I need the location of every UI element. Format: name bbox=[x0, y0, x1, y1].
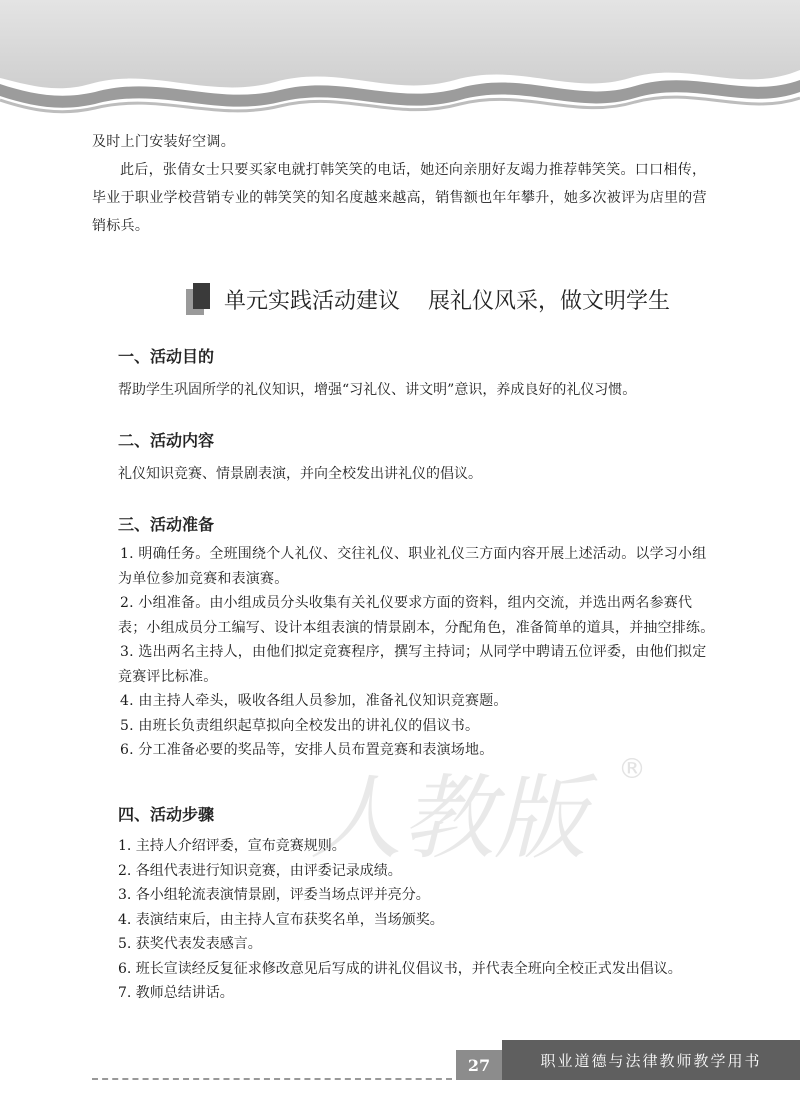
step-item: 7. 教师总结讲话。 bbox=[118, 985, 234, 1001]
watermark-registered: ® bbox=[618, 752, 646, 785]
page-number: 27 bbox=[456, 1050, 502, 1080]
heading-content: 二、活动内容 bbox=[118, 431, 215, 450]
step-item: 1. 主持人介绍评委，宣布竞赛规则。 bbox=[118, 838, 346, 854]
preparation-item: 3. 选出两名主持人，由他们拟定竞赛程序，撰写主持词；从同学中聘请五位评委，由他们拟定竞赛评比标准。 bbox=[118, 644, 707, 685]
watermark-text: 人教版 bbox=[310, 765, 587, 872]
header-wave-banner bbox=[0, 0, 800, 125]
step-item: 2. 各组代表进行知识竞赛，由评委记录成绩。 bbox=[118, 862, 402, 879]
purpose-text: 帮助学生巩固所学的礼仪知识，增强“习礼仪、讲文明”意识，养成良好的礼仪习惯。 bbox=[118, 382, 637, 398]
heading-preparation: 三、活动准备 bbox=[118, 515, 215, 534]
book-title: 职业道德与法律教师教学用书 bbox=[502, 1040, 800, 1080]
step-item: 4. 表演结束后，由主持人宣布获奖名单，当场颁奖。 bbox=[118, 911, 444, 928]
section-title-part1: 单元实践活动建议 bbox=[224, 288, 401, 314]
preparation-list bbox=[118, 542, 718, 763]
steps-list bbox=[118, 834, 682, 1006]
intro-paragraph: 此后，张倩女士只要买家电就打韩笑笑的电话，她还向亲朋好友竭力推荐韩笑笑。口口相传，毕业于职业学校营销专业的韩笑笑的知名度越来越高，销售额也年年攀升，她多次被评为店里的营销标兵。 bbox=[92, 162, 707, 234]
section-title bbox=[186, 279, 670, 319]
content-text: 礼仪知识竞赛、情景剧表演，并向全校发出讲礼仪的倡议。 bbox=[118, 466, 482, 482]
square-bullet-icon bbox=[186, 283, 212, 315]
step-item: 3. 各小组轮流表演情景剧，评委当场点评并亮分。 bbox=[118, 887, 430, 903]
section-title-part2: 展礼仪风采，做文明学生 bbox=[428, 288, 671, 314]
footer-divider bbox=[92, 1078, 452, 1080]
preparation-item: 1. 明确任务。全班围绕个人礼仪、交往礼仪、职业礼仪三方面内容开展上述活动。以学习小组为单位参加竞赛和表演赛。 bbox=[118, 546, 707, 587]
preparation-item: 2. 小组准备。由小组成员分头收集有关礼仪要求方面的资料，组内交流，并选出两名参赛代表；小组成员分工编写、设计本组表演的情景剧本，分配角色，准备简单的道具，并抽空排练。 bbox=[118, 595, 715, 636]
heading-steps: 四、活动步骤 bbox=[118, 805, 215, 824]
preparation-item: 4. 由主持人牵头，吸收各组人员参加，准备礼仪知识竞赛题。 bbox=[120, 693, 508, 709]
intro-line: 及时上门安装好空调。 bbox=[92, 134, 235, 150]
preparation-item: 5. 由班长负责组织起草拟向全校发出的讲礼仪的倡议书。 bbox=[120, 717, 480, 734]
step-item: 5. 获奖代表发表感言。 bbox=[118, 936, 262, 952]
heading-purpose: 一、活动目的 bbox=[118, 347, 215, 366]
step-item: 6. 班长宣读经反复征求修改意见后写成的讲礼仪倡议书，并代表全班向全校正式发出倡议。 bbox=[118, 960, 682, 977]
preparation-item: 6. 分工准备必要的奖品等，安排人员布置竞赛和表演场地。 bbox=[120, 742, 494, 758]
